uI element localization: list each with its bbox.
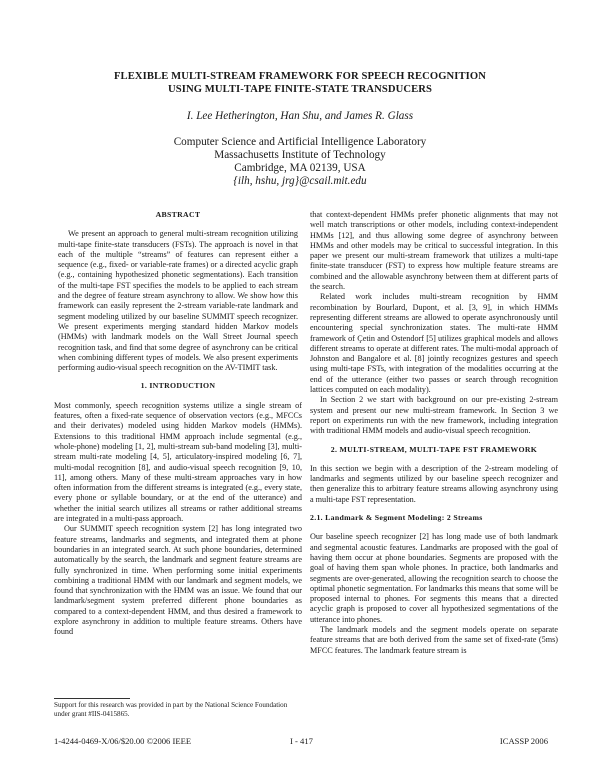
title-line-1: FLEXIBLE MULTI-STREAM FRAMEWORK FOR SPEECH RECOGNITION <box>113 71 486 82</box>
subsection-2-1-heading: 2.1. Landmark & Segment Modeling: 2 Streams <box>310 513 483 523</box>
right-paragraph-2: Related work includes multi-stream recognition by HMM recombination by Bourlard, Dupont, et al. [3, 9], in which HMMs representing different streams are allowed to operate asynchronously until encountering special synchronization states. The multi-rate HMM framework of Çetin and Ostendorf [5] utilizes graphical models and allows different streams to operate at different rates. The multi-modal approach of Johnston and Bangalore et al. [8] jointly recognizes gestures and speech using multi-tape FSTs, with integration of the modalities occurring at the end of the utterance (either two passes or search through recognition lattices computed on each modality). <box>310 292 558 395</box>
abstract-heading: ABSTRACT <box>155 210 201 219</box>
intro-paragraph-2: Our SUMMIT speech recognition system [2] has long integrated two feature streams, landmarks and segments, and integrated them at phone boundaries in an integrated search. At such phone boundaries, determined automatically by the search, the landmark and segment feature streams are fully synchronized in time. When performing some initial experiments combining a traditional HMM with our landmark and segment models, we found that synchronization with the HMM was an issue. We found that our landmark/segment system preferred different phone boundaries as compared to a context-dependent HMM, and thus desired a framework to explore asynchrony in addition to multiple feature streams. Others have found <box>54 524 302 637</box>
left-column <box>54 210 302 638</box>
affiliation-city: Cambridge, MA 02139, USA <box>234 162 366 174</box>
affiliation-lab: Computer Science and Artificial Intelligence Laboratory <box>173 136 427 148</box>
title-line-2: USING MULTI-TAPE FINITE-STATE TRANSDUCERS <box>168 84 432 95</box>
intro-paragraph-1: Most commonly, speech recognition systems utilize a single stream of features, often a fixed-rate sequence of observation vectors (e.g., MFCCs and their derivates) modeled using hidden Markov models (HMMs). Extensions to this traditional HMM approach include segmental (e.g., whole-phone) modeling [1, 2], multi-stream sub-band modeling [3], multi-stream multi-rate modeling [4, 5], articulatory-inspired modeling [6, 7], multi-modal recognition [8], and audio-visual speech recognition [9, 10, 11], among others. Many of these multi-stream approaches vary in how often information from the different streams is integrated (e.g., every state, every phone or syllable boundary, or at the end of the utterance) and whether the initial search utilizes all streams or rather additional streams are integrated in a multi-pass approach. <box>54 400 302 524</box>
affiliation-email: {ilh, hshu, jrg}@csail.mit.edu <box>233 175 367 187</box>
subsection-paragraph-2: The landmark models and the segment models operate on separate feature streams that are both derived from the same set of fixed-rate (5ms) MFCC features. The landmark feature stream is <box>310 624 558 655</box>
right-column <box>310 210 558 656</box>
footer-conference: ICASSP 2006 <box>499 736 548 746</box>
right-paragraph-3: In Section 2 we start with background on our pre-existing 2-stream system and present our new multi-stream framework. In Section 3 we report on experiments run with the new framework, including integration with traditional HMM models and audio-visual speech recognition. <box>310 395 558 436</box>
right-paragraph-1: that context-dependent HMMs prefer phonetic alignments that may not well match transcriptions or other models, including context-independent HMMs [12], and thus allowing some degree of asynchrony between HMMs and other models may be critical to successful integration. In this paper we present our multi-stream framework that utilizes a multi-tape finite-state transducer (FST) to express how multiple feature streams are combined and the allowable asynchrony between them at different parts of the search. <box>310 210 558 292</box>
section-1-heading: 1. INTRODUCTION <box>140 381 216 391</box>
section-2-heading: 2. MULTI-STREAM, MULTI-TAPE FST FRAMEWORK <box>330 444 538 454</box>
footer-isbn: 1-4244-0469-X/06/$20.00 ©2006 IEEE <box>54 736 192 746</box>
subsection-paragraph-1: Our baseline speech recognizer [2] has long made use of both landmark and segmental acoustic features. Landmarks are proposed with the goal of having them occur at phone boundaries. Segments are proposed with the goal of having them span whole phones. In practice, both landmarks and segments are over-generated, allowing the recognition search to choose the optimal phonetic segmentation. For landmarks this means that some will be proposed internal to phones. For segments this means that a directed acyclic graph is proposed to cover all hypothesized segmentations of the utterance into phones. <box>310 532 558 624</box>
affiliation-institute: Massachusetts Institute of Technology <box>214 149 386 161</box>
authors: I. Lee Hetherington, Han Shu, and James R. Glass <box>186 110 414 122</box>
footnote-rule <box>54 698 130 699</box>
footnote: Support for this research was provided in part by the National Science Foundation under grant #IIS-0415865. <box>54 701 288 718</box>
abstract-text: We present an approach to general multi-stream recognition utilizing multi-tape finite-state transducers (FSTs). The approach is novel in that each of the multiple “streams” of features can represent either a sequence (e.g., fixed- or variable-rate frames) or a directed acyclic graph (e.g., containing hypothesized phonetic segmentations). Each transition of the multi-tape FST specifies the models to be applied to each stream and the degree of feature stream asynchrony to allow. We show how this framework can easily represent the 2-stream variable-rate landmark and segment modeling utilized by our baseline SUMMIT speech recognizer. We present experiments merging standard hidden Markov models (HMMs) with landmark models on the Wall Street Journal speech recognition task, and find that some degree of asynchrony can be critical when combining different types of models. We also present experiments performing audio-visual speech recognition on the AV-TIMIT task. <box>58 229 298 373</box>
affiliation <box>0 136 600 188</box>
paper-title <box>0 70 600 96</box>
abstract-body <box>54 229 302 373</box>
section-2-paragraph-1: In this section we begin with a description of the 2-stream modeling of landmarks and segments utilized by our baseline speech recognizer and then generalize this to arbitrary feature streams allowing asynchrony using a multi-tape FST representation. <box>310 463 558 504</box>
footer-page-number: I - 417 <box>290 736 313 746</box>
